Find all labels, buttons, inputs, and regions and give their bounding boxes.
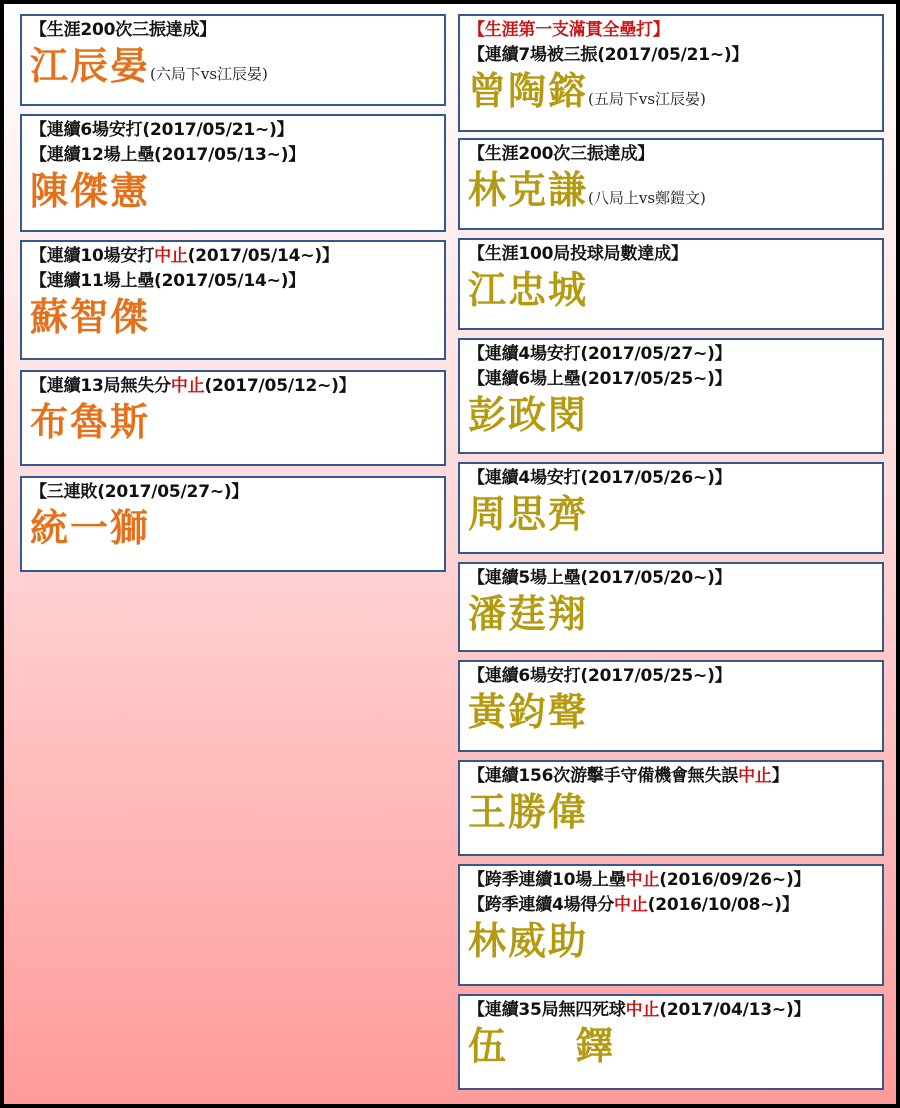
- player-name: 陳傑憲: [30, 169, 151, 213]
- milestone-text: 【連續156次游擊手守備機會無失誤中止】: [468, 766, 789, 786]
- milestone-text: 【連續4場安打(2017/05/26~)】: [468, 468, 732, 488]
- player-name: 王勝偉: [468, 790, 589, 834]
- milestone-text: 【連續4場安打(2017/05/27~)】: [468, 344, 732, 364]
- milestone-text: 【生涯200次三振達成】: [30, 20, 217, 40]
- card-left-1: [20, 14, 446, 106]
- card-right-7: [458, 660, 884, 752]
- card-left-3: [20, 240, 446, 360]
- player-name: 江忠城: [468, 268, 589, 312]
- card-right-8: [458, 760, 884, 856]
- card-right-10: [458, 994, 884, 1090]
- milestone-text: 【連續13局無失分中止(2017/05/12~)】: [30, 376, 356, 396]
- milestone-text: 【連續6場安打(2017/05/25~)】: [468, 666, 732, 686]
- player-name: 布魯斯: [30, 400, 151, 444]
- card-right-3: [458, 238, 884, 330]
- player-name: 江辰晏(六局下vs江辰晏): [30, 44, 268, 88]
- game-note: (五局下vs江辰晏): [588, 90, 706, 108]
- card-right-4: [458, 338, 884, 454]
- milestone-text: 【連續6場安打(2017/05/21~)】: [30, 120, 294, 140]
- milestone-text: 【連續6場上壘(2017/05/25~)】: [468, 369, 732, 389]
- player-name: 潘莛翔: [468, 592, 589, 636]
- milestone-text: 【連續5場上壘(2017/05/20~)】: [468, 568, 732, 588]
- card-right-5: [458, 462, 884, 554]
- player-name: 蘇智傑: [30, 295, 151, 339]
- game-note: (六局下vs江辰晏): [150, 65, 268, 83]
- card-right-6: [458, 562, 884, 652]
- player-name: 黃鈞聲: [468, 690, 589, 734]
- player-name: 曾陶鎔(五局下vs江辰晏): [468, 69, 706, 113]
- milestones-board: [4, 4, 896, 1104]
- player-name: 伍 鐸: [468, 1024, 642, 1068]
- player-name: 林威助: [468, 919, 589, 963]
- card-right-9: [458, 864, 884, 986]
- milestone-text: 【生涯100局投球局數達成】: [468, 244, 688, 264]
- milestone-text: 【連續10場安打中止(2017/05/14~)】: [30, 246, 339, 266]
- milestone-text: 【跨季連續10場上壘中止(2016/09/26~)】: [468, 870, 811, 890]
- milestone-text: 【連續11場上壘(2017/05/14~)】: [30, 271, 306, 291]
- milestone-text: 【生涯第一支滿貫全壘打】: [468, 20, 670, 40]
- milestone-text: 【連續35局無四死球中止(2017/04/13~)】: [468, 1000, 811, 1020]
- milestone-text: 【連續12場上壘(2017/05/13~)】: [30, 145, 306, 165]
- milestone-text: 【三連敗(2017/05/27~)】: [30, 482, 249, 502]
- card-left-4: [20, 370, 446, 466]
- team-name: 統一獅: [30, 506, 151, 550]
- player-name: 林克謙(八局上vs鄭鎧文): [468, 168, 706, 212]
- card-right-1: [458, 14, 884, 132]
- card-right-2: [458, 138, 884, 230]
- milestone-text: 【跨季連續4場得分中止(2016/10/08~)】: [468, 895, 799, 915]
- card-left-5: [20, 476, 446, 572]
- player-name: 彭政閔: [468, 393, 589, 437]
- card-left-2: [20, 114, 446, 232]
- player-name: 周思齊: [468, 492, 589, 536]
- game-note: (八局上vs鄭鎧文): [588, 189, 706, 207]
- milestone-text: 【生涯200次三振達成】: [468, 144, 655, 164]
- milestone-text: 【連續7場被三振(2017/05/21~)】: [468, 45, 749, 65]
